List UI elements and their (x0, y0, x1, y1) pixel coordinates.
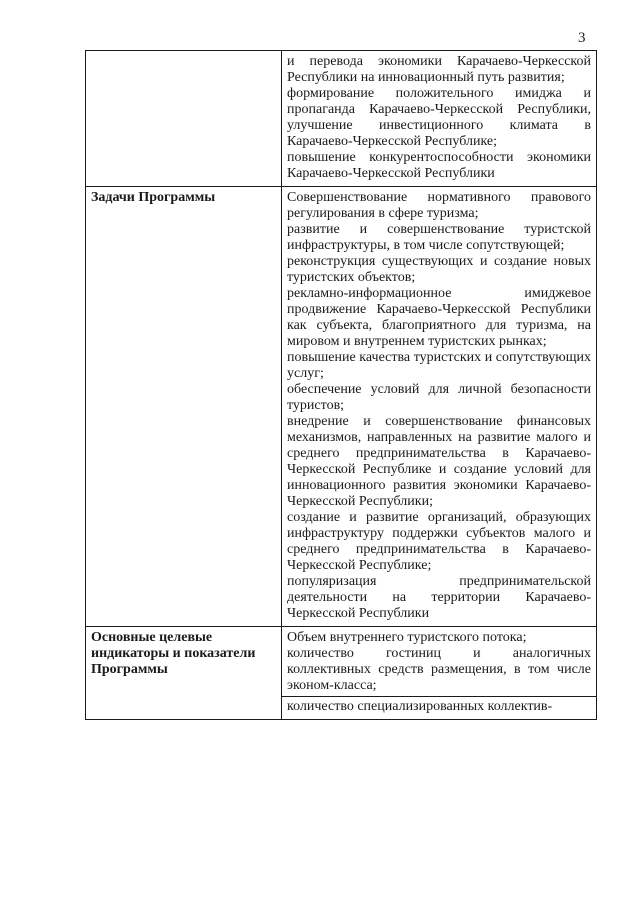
list-item: обеспечение условий для личной безопасности туристов; (287, 382, 591, 413)
table-row (86, 627, 597, 720)
row-label: Задачи Программы (86, 187, 282, 627)
row-content (282, 51, 597, 187)
list-item: создание и развитие организаций, образующих инфраструктуру поддержки субъектов малого и среднего предпринимательства в Карачаево-Черкесской Республике; (287, 510, 591, 573)
row-content (282, 187, 597, 627)
list-item: рекламно-информационное имиджевое продвижение Карачаево-Черкесской Республики как субъекта, благоприятного для туризма, на мировом и внутреннем туристских рынках; (287, 286, 591, 349)
list-item: количество специализированных коллектив- (282, 696, 596, 715)
list-item: повышение конкурентоспособности экономики Карачаево-Черкесской Республики (287, 150, 591, 181)
list-item: популяризация предпринимательской деятельности на территории Карачаево-Черкесской Республики (287, 574, 591, 621)
list-item: Совершенствование нормативного правового регулирования в сфере туризма; (287, 190, 591, 221)
row-label: Основные целевые индикаторы и показатели Программы (86, 627, 282, 720)
list-item: развитие и совершенствование туристской инфраструктуры, в том числе сопутствующей; (287, 222, 591, 253)
row-content (282, 627, 597, 720)
list-item: повышение качества туристских и сопутствующих услуг; (287, 350, 591, 381)
table-row (86, 51, 597, 187)
row-label (86, 51, 282, 187)
table-row (86, 187, 597, 627)
list-item: и перевода экономики Карачаево-Черкесской Республики на инновационный путь развития; (287, 54, 591, 85)
list-item: Объем внутреннего туристского потока; (287, 630, 527, 645)
list-item: реконструкция существующих и создание новых туристских объектов; (287, 254, 591, 285)
list-item: формирование положительного имиджа и пропаганда Карачаево-Черкесской Республики, улучшение инвестиционного климата в Карачаево-Черкесской Республике; (287, 86, 591, 149)
program-passport-table (85, 50, 597, 720)
page-number: 3 (578, 30, 586, 46)
list-item: внедрение и совершенствование финансовых механизмов, направленных на развитие малого и среднего предпринимательства в Карачаево-Черкесской Республике и создание условий для инновационного развития экономики Карачаево-Черкесской Республики; (287, 414, 591, 509)
list-item: количество гостиниц и аналогичных коллективных средств размещения, в том числе эконом-класса; (287, 646, 591, 693)
